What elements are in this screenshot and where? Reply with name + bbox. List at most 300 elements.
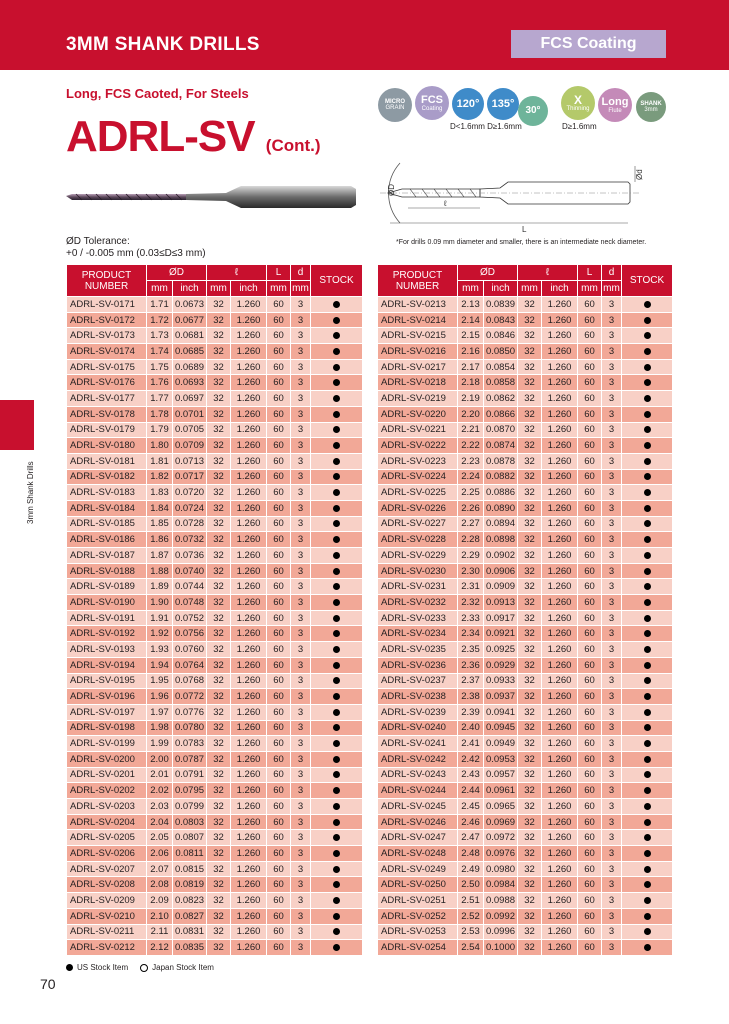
diameter-inch: 0.0941 bbox=[484, 704, 518, 720]
flute-length-mm: 32 bbox=[518, 422, 542, 438]
flute-length-mm: 32 bbox=[207, 532, 231, 548]
flute-length-mm: 32 bbox=[518, 893, 542, 909]
icon-sublabel: GRAIN bbox=[385, 105, 405, 111]
shank-diameter-mm: 3 bbox=[291, 877, 311, 893]
flute-length-mm: 32 bbox=[207, 610, 231, 626]
flute-length-mm: 32 bbox=[518, 861, 542, 877]
stock-cell bbox=[311, 485, 363, 501]
us-stock-dot-icon bbox=[333, 379, 340, 386]
stock-cell bbox=[622, 391, 673, 407]
table-row bbox=[378, 328, 673, 344]
stock-cell bbox=[311, 720, 363, 736]
table-row bbox=[67, 704, 363, 720]
diameter-inch: 0.0811 bbox=[173, 846, 207, 862]
flute-length-mm: 32 bbox=[518, 438, 542, 454]
product-number: ADRL-SV-0250 bbox=[378, 877, 458, 893]
table-row bbox=[67, 861, 363, 877]
diameter-mm: 2.48 bbox=[458, 846, 484, 862]
coating-badge: FCS Coating bbox=[511, 30, 666, 58]
overall-length-mm: 60 bbox=[578, 940, 602, 956]
diameter-inch: 0.0815 bbox=[173, 861, 207, 877]
diameter-inch: 0.0756 bbox=[173, 626, 207, 642]
flute-length-mm: 32 bbox=[207, 877, 231, 893]
flute-length-inch: 1.260 bbox=[542, 814, 578, 830]
table-row bbox=[378, 704, 673, 720]
diameter-inch: 0.0961 bbox=[484, 783, 518, 799]
flute-length-inch: 1.260 bbox=[542, 610, 578, 626]
diameter-inch: 0.0976 bbox=[484, 846, 518, 862]
flute-length-mm: 32 bbox=[518, 359, 542, 375]
diameter-mm: 2.06 bbox=[147, 846, 173, 862]
stock-cell bbox=[311, 736, 363, 752]
us-stock-dot-icon bbox=[644, 615, 651, 622]
stock-cell bbox=[622, 704, 673, 720]
flute-length-inch: 1.260 bbox=[231, 704, 267, 720]
flute-length-inch: 1.260 bbox=[231, 673, 267, 689]
shank-diameter-mm: 3 bbox=[602, 328, 622, 344]
us-stock-dot-icon bbox=[644, 740, 651, 747]
table-row bbox=[67, 595, 363, 611]
product-number: ADRL-SV-0196 bbox=[67, 689, 147, 705]
shank-diameter-mm: 3 bbox=[602, 453, 622, 469]
product-number: ADRL-SV-0246 bbox=[378, 814, 458, 830]
us-stock-dot-icon bbox=[333, 787, 340, 794]
stock-cell bbox=[622, 626, 673, 642]
flute-length-mm: 32 bbox=[518, 689, 542, 705]
product-number: ADRL-SV-0186 bbox=[67, 532, 147, 548]
flute-length-inch: 1.260 bbox=[542, 642, 578, 658]
us-stock-dot-icon bbox=[644, 819, 651, 826]
us-stock-dot-icon bbox=[333, 724, 340, 731]
diameter-mm: 1.93 bbox=[147, 642, 173, 658]
diameter-mm: 1.85 bbox=[147, 516, 173, 532]
shank-diameter-mm: 3 bbox=[602, 893, 622, 909]
flute-length-inch: 1.260 bbox=[231, 312, 267, 328]
icon-label: FCS bbox=[421, 93, 443, 106]
flute-length-inch: 1.260 bbox=[542, 657, 578, 673]
flute-length-mm: 32 bbox=[207, 924, 231, 940]
product-number: ADRL-SV-0211 bbox=[67, 924, 147, 940]
flute-length-inch: 1.260 bbox=[542, 861, 578, 877]
flute-length-mm: 32 bbox=[518, 344, 542, 360]
table-row bbox=[67, 642, 363, 658]
flute-length-inch: 1.260 bbox=[231, 344, 267, 360]
diameter-mm: 2.30 bbox=[458, 563, 484, 579]
overall-length-mm: 60 bbox=[578, 704, 602, 720]
diameter-inch: 0.0996 bbox=[484, 924, 518, 940]
japan-stock-dot-icon bbox=[140, 964, 148, 972]
product-number: ADRL-SV-0195 bbox=[67, 673, 147, 689]
shank-diameter-mm: 3 bbox=[602, 563, 622, 579]
table-row bbox=[378, 767, 673, 783]
flute-length-mm: 32 bbox=[207, 469, 231, 485]
diameter-mm: 2.53 bbox=[458, 924, 484, 940]
diameter-mm: 1.79 bbox=[147, 422, 173, 438]
diameter-inch: 0.0953 bbox=[484, 751, 518, 767]
diameter-mm: 2.08 bbox=[147, 877, 173, 893]
shank-diameter-mm: 3 bbox=[602, 422, 622, 438]
header-l: ℓ bbox=[207, 265, 267, 281]
diameter-inch: 0.0768 bbox=[173, 673, 207, 689]
product-number: ADRL-SV-0243 bbox=[378, 767, 458, 783]
product-number: ADRL-SV-0225 bbox=[378, 485, 458, 501]
table-row bbox=[67, 344, 363, 360]
diameter-mm: 1.92 bbox=[147, 626, 173, 642]
flute-length-mm: 32 bbox=[518, 516, 542, 532]
diameter-mm: 1.99 bbox=[147, 736, 173, 752]
icon-note-left: D<1.6mm D≥1.6mm bbox=[450, 122, 522, 131]
table-row bbox=[67, 830, 363, 846]
shank-diameter-mm: 3 bbox=[291, 689, 311, 705]
shank-diameter-mm: 3 bbox=[291, 736, 311, 752]
overall-length-mm: 60 bbox=[578, 328, 602, 344]
shank-diameter-mm: 3 bbox=[291, 438, 311, 454]
us-stock-dot-icon bbox=[333, 473, 340, 480]
flute-length-inch: 1.260 bbox=[231, 642, 267, 658]
diameter-mm: 2.37 bbox=[458, 673, 484, 689]
header-unit-mm: mm bbox=[291, 281, 311, 297]
diameter-inch: 0.0713 bbox=[173, 453, 207, 469]
shank-diameter-mm: 3 bbox=[602, 610, 622, 626]
us-stock-dot-icon bbox=[644, 520, 651, 527]
diameter-mm: 2.31 bbox=[458, 579, 484, 595]
overall-length-mm: 60 bbox=[267, 626, 291, 642]
shank-diameter-mm: 3 bbox=[291, 579, 311, 595]
icon-label: SHANK bbox=[640, 101, 662, 107]
us-stock-dot-icon bbox=[644, 536, 651, 543]
overall-length-mm: 60 bbox=[267, 673, 291, 689]
product-number: ADRL-SV-0198 bbox=[67, 720, 147, 736]
diameter-inch: 0.0921 bbox=[484, 626, 518, 642]
product-number: ADRL-SV-0185 bbox=[67, 516, 147, 532]
table-row bbox=[378, 924, 673, 940]
flute-length-inch: 1.260 bbox=[231, 657, 267, 673]
table-row bbox=[378, 344, 673, 360]
flute-length-inch: 1.260 bbox=[231, 391, 267, 407]
flute-length-mm: 32 bbox=[518, 642, 542, 658]
table-row bbox=[67, 500, 363, 516]
product-number: ADRL-SV-0190 bbox=[67, 595, 147, 611]
us-stock-dot-icon bbox=[644, 411, 651, 418]
product-number: ADRL-SV-0238 bbox=[378, 689, 458, 705]
flute-length-mm: 32 bbox=[207, 485, 231, 501]
us-stock-dot-icon bbox=[333, 881, 340, 888]
stock-cell bbox=[311, 406, 363, 422]
flute-length-inch: 1.260 bbox=[231, 548, 267, 564]
flute-length-inch: 1.260 bbox=[231, 469, 267, 485]
diameter-mm: 2.49 bbox=[458, 861, 484, 877]
header-D: ØD bbox=[147, 265, 207, 281]
stock-cell bbox=[622, 846, 673, 862]
table-row bbox=[378, 406, 673, 422]
diameter-mm: 2.47 bbox=[458, 830, 484, 846]
table-row bbox=[378, 453, 673, 469]
header-unit-mm: mm bbox=[207, 281, 231, 297]
table-row bbox=[378, 814, 673, 830]
flute-length-inch: 1.260 bbox=[231, 485, 267, 501]
product-number: ADRL-SV-0232 bbox=[378, 595, 458, 611]
shank-diameter-mm: 3 bbox=[291, 406, 311, 422]
product-number: ADRL-SV-0236 bbox=[378, 657, 458, 673]
flute-length-inch: 1.260 bbox=[542, 453, 578, 469]
shank-diameter-mm: 3 bbox=[291, 657, 311, 673]
shank-diameter-mm: 3 bbox=[291, 359, 311, 375]
table-row bbox=[67, 720, 363, 736]
table-row bbox=[67, 893, 363, 909]
overall-length-mm: 60 bbox=[578, 453, 602, 469]
diameter-mm: 1.83 bbox=[147, 485, 173, 501]
shank-diameter-mm: 3 bbox=[291, 846, 311, 862]
flute-length-inch: 1.260 bbox=[542, 767, 578, 783]
shank-diameter-mm: 3 bbox=[602, 485, 622, 501]
overall-length-mm: 60 bbox=[267, 328, 291, 344]
us-stock-dot-icon bbox=[333, 662, 340, 669]
stock-cell bbox=[622, 579, 673, 595]
overall-length-mm: 60 bbox=[578, 438, 602, 454]
stock-cell bbox=[311, 642, 363, 658]
diameter-mm: 2.52 bbox=[458, 908, 484, 924]
stock-cell bbox=[622, 893, 673, 909]
us-stock-dot-icon bbox=[644, 834, 651, 841]
us-stock-dot-icon bbox=[644, 348, 651, 355]
flute-length-mm: 32 bbox=[518, 375, 542, 391]
table-row bbox=[67, 751, 363, 767]
product-number: ADRL-SV-0218 bbox=[378, 375, 458, 391]
product-number: ADRL-SV-0253 bbox=[378, 924, 458, 940]
flute-length-inch: 1.260 bbox=[231, 924, 267, 940]
diameter-inch: 0.0689 bbox=[173, 359, 207, 375]
product-number: ADRL-SV-0182 bbox=[67, 469, 147, 485]
table-row bbox=[67, 940, 363, 956]
flute-length-inch: 1.260 bbox=[542, 704, 578, 720]
header-stock: STOCK bbox=[622, 265, 673, 297]
product-number: ADRL-SV-0251 bbox=[378, 893, 458, 909]
header-unit-mm: mm bbox=[602, 281, 622, 297]
flute-length-mm: 32 bbox=[518, 751, 542, 767]
product-number: ADRL-SV-0203 bbox=[67, 799, 147, 815]
overall-length-mm: 60 bbox=[267, 940, 291, 956]
flute-length-inch: 1.260 bbox=[542, 720, 578, 736]
diameter-inch: 0.0693 bbox=[173, 375, 207, 391]
product-number: ADRL-SV-0227 bbox=[378, 516, 458, 532]
legend-japan: Japan Stock Item bbox=[152, 963, 214, 972]
shank-diameter-mm: 3 bbox=[602, 642, 622, 658]
us-stock-dot-icon bbox=[644, 756, 651, 763]
product-number: ADRL-SV-0239 bbox=[378, 704, 458, 720]
us-stock-dot-icon bbox=[644, 630, 651, 637]
stock-cell bbox=[622, 861, 673, 877]
overall-length-mm: 60 bbox=[578, 406, 602, 422]
shank-diameter-mm: 3 bbox=[602, 783, 622, 799]
flute-length-inch: 1.260 bbox=[542, 406, 578, 422]
shank-diameter-mm: 3 bbox=[291, 485, 311, 501]
overall-length-mm: 60 bbox=[578, 924, 602, 940]
table-row bbox=[378, 532, 673, 548]
shank-diameter-mm: 3 bbox=[602, 375, 622, 391]
shank-diameter-mm: 3 bbox=[602, 799, 622, 815]
icon-sublabel: Flute bbox=[608, 107, 622, 114]
stock-cell bbox=[311, 453, 363, 469]
flute-length-mm: 32 bbox=[518, 799, 542, 815]
flute-length-mm: 32 bbox=[207, 908, 231, 924]
flute-length-mm: 32 bbox=[518, 940, 542, 956]
stock-cell bbox=[311, 344, 363, 360]
us-stock-dot-icon bbox=[333, 505, 340, 512]
shank-diameter-mm: 3 bbox=[291, 422, 311, 438]
us-stock-dot-icon bbox=[66, 964, 73, 971]
icon-label: X bbox=[573, 93, 582, 107]
diameter-inch: 0.0673 bbox=[173, 297, 207, 313]
table-row bbox=[378, 391, 673, 407]
us-stock-dot-icon bbox=[333, 568, 340, 575]
overall-length-mm: 60 bbox=[578, 657, 602, 673]
diameter-mm: 2.05 bbox=[147, 830, 173, 846]
stock-cell bbox=[311, 689, 363, 705]
diameter-mm: 2.10 bbox=[147, 908, 173, 924]
tolerance-title: ØD Tolerance: bbox=[66, 236, 130, 247]
diameter-inch: 0.0740 bbox=[173, 563, 207, 579]
table-row bbox=[378, 877, 673, 893]
shank-diameter-mm: 3 bbox=[291, 908, 311, 924]
diameter-mm: 1.88 bbox=[147, 563, 173, 579]
flute-length-inch: 1.260 bbox=[542, 391, 578, 407]
flute-length-mm: 32 bbox=[518, 657, 542, 673]
header-d: d bbox=[291, 265, 311, 281]
table-row bbox=[67, 846, 363, 862]
stock-cell bbox=[622, 610, 673, 626]
flute-length-mm: 32 bbox=[207, 548, 231, 564]
overall-length-mm: 60 bbox=[267, 344, 291, 360]
diameter-inch: 0.1000 bbox=[484, 940, 518, 956]
overall-length-mm: 60 bbox=[578, 344, 602, 360]
flute-length-mm: 32 bbox=[207, 893, 231, 909]
flute-length-mm: 32 bbox=[207, 751, 231, 767]
flute-length-mm: 32 bbox=[207, 846, 231, 862]
flute-length-inch: 1.260 bbox=[542, 375, 578, 391]
stock-cell bbox=[622, 438, 673, 454]
diameter-mm: 2.27 bbox=[458, 516, 484, 532]
micro-grain-icon bbox=[378, 88, 412, 122]
diameter-mm: 2.51 bbox=[458, 893, 484, 909]
stock-cell bbox=[622, 642, 673, 658]
stock-cell bbox=[622, 297, 673, 313]
stock-cell bbox=[311, 297, 363, 313]
us-stock-dot-icon bbox=[333, 520, 340, 527]
diameter-mm: 2.22 bbox=[458, 438, 484, 454]
product-number: ADRL-SV-0192 bbox=[67, 626, 147, 642]
us-stock-dot-icon bbox=[333, 646, 340, 653]
us-stock-dot-icon bbox=[333, 426, 340, 433]
flute-length-mm: 32 bbox=[518, 767, 542, 783]
product-number: ADRL-SV-0175 bbox=[67, 359, 147, 375]
us-stock-dot-icon bbox=[333, 913, 340, 920]
shank-diameter-mm: 3 bbox=[602, 548, 622, 564]
diameter-mm: 2.38 bbox=[458, 689, 484, 705]
point-angle-120-icon bbox=[452, 88, 484, 120]
diameter-mm: 1.77 bbox=[147, 391, 173, 407]
diameter-mm: 2.00 bbox=[147, 751, 173, 767]
table-row bbox=[67, 767, 363, 783]
us-stock-dot-icon bbox=[644, 552, 651, 559]
flute-length-inch: 1.260 bbox=[542, 846, 578, 862]
product-number: ADRL-SV-0178 bbox=[67, 406, 147, 422]
stock-cell bbox=[311, 469, 363, 485]
product-number: ADRL-SV-0173 bbox=[67, 328, 147, 344]
stock-cell bbox=[311, 799, 363, 815]
shank-diameter-mm: 3 bbox=[291, 720, 311, 736]
us-stock-dot-icon bbox=[333, 756, 340, 763]
overall-length-mm: 60 bbox=[578, 548, 602, 564]
flute-length-inch: 1.260 bbox=[231, 328, 267, 344]
flute-length-inch: 1.260 bbox=[542, 579, 578, 595]
product-number: ADRL-SV-0221 bbox=[378, 422, 458, 438]
diameter-inch: 0.0925 bbox=[484, 642, 518, 658]
flute-length-inch: 1.260 bbox=[542, 344, 578, 360]
diameter-mm: 2.39 bbox=[458, 704, 484, 720]
overall-length-mm: 60 bbox=[578, 642, 602, 658]
flute-length-mm: 32 bbox=[518, 312, 542, 328]
flute-length-inch: 1.260 bbox=[542, 548, 578, 564]
flute-length-inch: 1.260 bbox=[542, 673, 578, 689]
stock-cell bbox=[622, 312, 673, 328]
shank-diameter-mm: 3 bbox=[291, 940, 311, 956]
shank-diameter-mm: 3 bbox=[291, 704, 311, 720]
icon-sublabel: Coating bbox=[421, 105, 443, 112]
overall-length-mm: 60 bbox=[267, 657, 291, 673]
us-stock-dot-icon bbox=[644, 724, 651, 731]
table-row bbox=[67, 657, 363, 673]
table-row bbox=[67, 877, 363, 893]
flute-length-inch: 1.260 bbox=[231, 406, 267, 422]
overall-length-mm: 60 bbox=[578, 689, 602, 705]
product-number: ADRL-SV-0249 bbox=[378, 861, 458, 877]
overall-length-mm: 60 bbox=[267, 595, 291, 611]
diameter-mm: 1.76 bbox=[147, 375, 173, 391]
table-row bbox=[67, 406, 363, 422]
overall-length-mm: 60 bbox=[267, 579, 291, 595]
stock-cell bbox=[622, 783, 673, 799]
flute-length-mm: 32 bbox=[518, 877, 542, 893]
shank-diameter-mm: 3 bbox=[291, 453, 311, 469]
us-stock-dot-icon bbox=[644, 568, 651, 575]
product-subtitle: Long, FCS Caoted, For Steels bbox=[66, 86, 249, 101]
table-row bbox=[67, 485, 363, 501]
diameter-inch: 0.0854 bbox=[484, 359, 518, 375]
product-number: ADRL-SV-0180 bbox=[67, 438, 147, 454]
diameter-mm: 1.78 bbox=[147, 406, 173, 422]
diameter-mm: 2.01 bbox=[147, 767, 173, 783]
shank-diameter-mm: 3 bbox=[602, 846, 622, 862]
diameter-inch: 0.0701 bbox=[173, 406, 207, 422]
shank-diameter-mm: 3 bbox=[602, 689, 622, 705]
flute-length-mm: 32 bbox=[207, 344, 231, 360]
header-unit-mm: mm bbox=[267, 281, 291, 297]
stock-cell bbox=[622, 344, 673, 360]
overall-length-mm: 60 bbox=[578, 375, 602, 391]
diameter-mm: 2.04 bbox=[147, 814, 173, 830]
diameter-inch: 0.0760 bbox=[173, 642, 207, 658]
us-stock-dot-icon bbox=[333, 395, 340, 402]
overall-length-mm: 60 bbox=[578, 469, 602, 485]
flute-length-inch: 1.260 bbox=[542, 532, 578, 548]
shank-diameter-mm: 3 bbox=[602, 704, 622, 720]
flute-length-mm: 32 bbox=[207, 940, 231, 956]
us-stock-dot-icon bbox=[644, 803, 651, 810]
stock-cell bbox=[622, 375, 673, 391]
overall-length-mm: 60 bbox=[267, 532, 291, 548]
diameter-mm: 2.33 bbox=[458, 610, 484, 626]
diameter-inch: 0.0862 bbox=[484, 391, 518, 407]
